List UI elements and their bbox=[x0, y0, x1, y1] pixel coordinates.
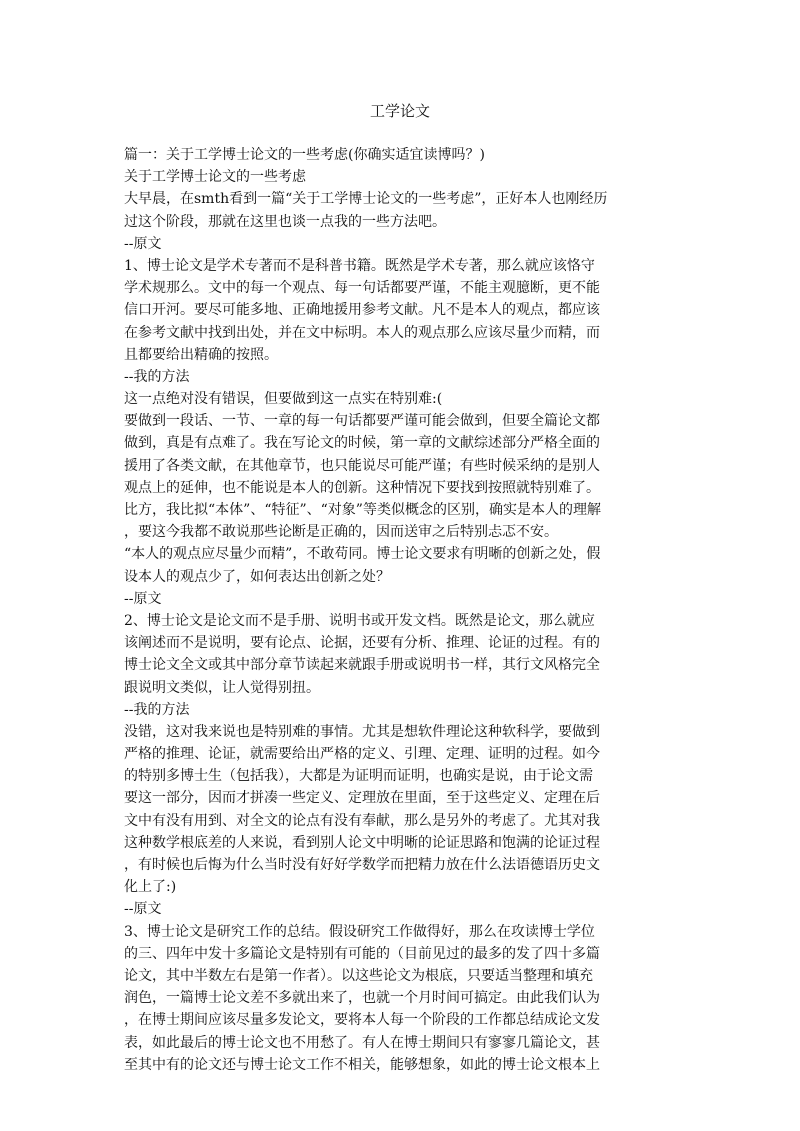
body-line: 大早晨，在smth看到一篇“关于工学博士论文的一些考虑”，正好本人也刚经历 bbox=[124, 191, 608, 208]
body-line: 这种数学根底差的人来说，看到别人论文中明晰的论证思路和饱满的论证过程 bbox=[124, 834, 600, 851]
body-line: 学术规那么。文中的每一个观点、每一句话都要严谨，不能主观臆断，更不能 bbox=[124, 280, 600, 297]
body-line: 表，如此最后的博士论文也不用愁了。有人在博士期间只有寥寥几篇论文，甚 bbox=[124, 1034, 600, 1051]
body-line: 3、博士论文是研究工作的总结。假设研究工作做得好，那么在攻读博士学位 bbox=[124, 923, 595, 940]
body-line: --原文 bbox=[124, 901, 162, 918]
body-line: 的特别多博士生（包括我），大都是为证明而证明，也确实是说，由于论文需 bbox=[124, 768, 593, 785]
document-title: 工学论文 bbox=[369, 102, 430, 120]
body-line: 篇一：关于工学博士论文的一些考虑(你确实适宜读博吗？) bbox=[124, 147, 485, 163]
body-line: 化上了:) bbox=[124, 879, 177, 896]
body-line: 1、博士论文是学术专著而不是科普书籍。既然是学术专著，那么就应该恪守 bbox=[124, 257, 595, 274]
body-line: 2、博士论文是论文而不是手册、说明书或开发文档。既然是论文，那么就应 bbox=[124, 612, 595, 629]
body-line: 要做到一段话、一节、一章的每一句话都要严谨可能会做到，但要全篇论文都 bbox=[124, 413, 600, 430]
body-line: “本人的观点应尽量少而精”，不敢苟同。博士论文要求有明晰的创新之处，假 bbox=[124, 546, 601, 563]
body-line: --我的方法 bbox=[124, 368, 190, 385]
body-line: 的三、四年中发十多篇论文是特别有可能的（目前见过的最多的发了四十多篇 bbox=[124, 945, 600, 962]
body-line: 过这个阶段，那就在这里也谈一点我的一些方法吧。 bbox=[124, 213, 446, 230]
body-line: 没错，这对我来说也是特别难的事情。尤其是想软件理论这种软科学，要做到 bbox=[124, 723, 600, 740]
body-line: 援用了各类文献，在其他章节，也只能说尽可能严谨；有些时候采纳的是别人 bbox=[124, 457, 600, 474]
body-line: --我的方法 bbox=[124, 701, 190, 718]
body-line: 在参考文献中找到出处，并在文中标明。本人的观点那么应该尽量少而精，而 bbox=[124, 324, 600, 341]
body-line: 润色，一篇博士论文差不多就出来了，也就一个月时间可搞定。由此我们认为 bbox=[124, 990, 600, 1007]
body-line: 设本人的观点少了，如何表达出创新之处？ bbox=[124, 568, 390, 585]
body-line: 这一点绝对没有错误，但要做到这一点实在特别难:( bbox=[124, 391, 443, 408]
document-body bbox=[124, 144, 680, 1076]
body-line: 至其中有的论文还与博士论文工作不相关，能够想象，如此的博士论文根本上 bbox=[124, 1056, 600, 1073]
body-line: 关于工学博士论文的一些考虑 bbox=[124, 169, 306, 186]
body-line: 跟说明文类似，让人觉得别扭。 bbox=[124, 679, 320, 696]
body-line: 做到，真是有点难了。我在写论文的时候，第一章的文献综述部分严格全面的 bbox=[124, 435, 600, 452]
body-line: ，在博士期间应该尽量多发论文，要将本人每一个阶段的工作都总结成论文发 bbox=[124, 1012, 600, 1029]
body-line: 该阐述而不是说明，要有论点、论据，还要有分析、推理、论证的过程。有的 bbox=[124, 635, 600, 652]
body-line: 严格的推理、论证，就需要给出严格的定义、引理、定理、证明的过程。如今 bbox=[124, 746, 600, 763]
body-line: 论文，其中半数左右是第一作者）。以这些论文为根底，只要适当整理和填充 bbox=[124, 967, 593, 984]
body-line: --原文 bbox=[124, 235, 162, 252]
body-line: 观点上的延伸，也不能说是本人的创新。这种情况下要找到按照就特别难了。 bbox=[124, 479, 600, 496]
body-line: --原文 bbox=[124, 590, 162, 607]
body-line: 文中有没有用到、对全文的论点有没有奉献，那么是另外的考虑了。尤其对我 bbox=[124, 812, 600, 829]
body-line: 且都要给出精确的按照。 bbox=[124, 346, 278, 363]
body-line: 要这一部分，因而才拼凑一些定义、定理放在里面，至于这些定义、定理在后 bbox=[124, 790, 600, 807]
body-line: 博士论文全文或其中部分章节读起来就跟手册或说明书一样，其行文风格完全 bbox=[124, 657, 600, 674]
body-line: 信口开河。要尽可能多地、正确地援用参考文献。凡不是本人的观点，都应该 bbox=[124, 302, 600, 319]
body-line: ，有时候也后悔为什么当时没有好好学数学而把精力放在什么法语德语历史文 bbox=[124, 857, 600, 873]
body-line: ，要这今我都不敢说那些论断是正确的，因而送审之后特别忐忑不安。 bbox=[124, 524, 558, 541]
body-line: 比方，我比拟“本体”、“特征”、“对象”等类似概念的区别，确实是本人的理解 bbox=[124, 502, 601, 518]
